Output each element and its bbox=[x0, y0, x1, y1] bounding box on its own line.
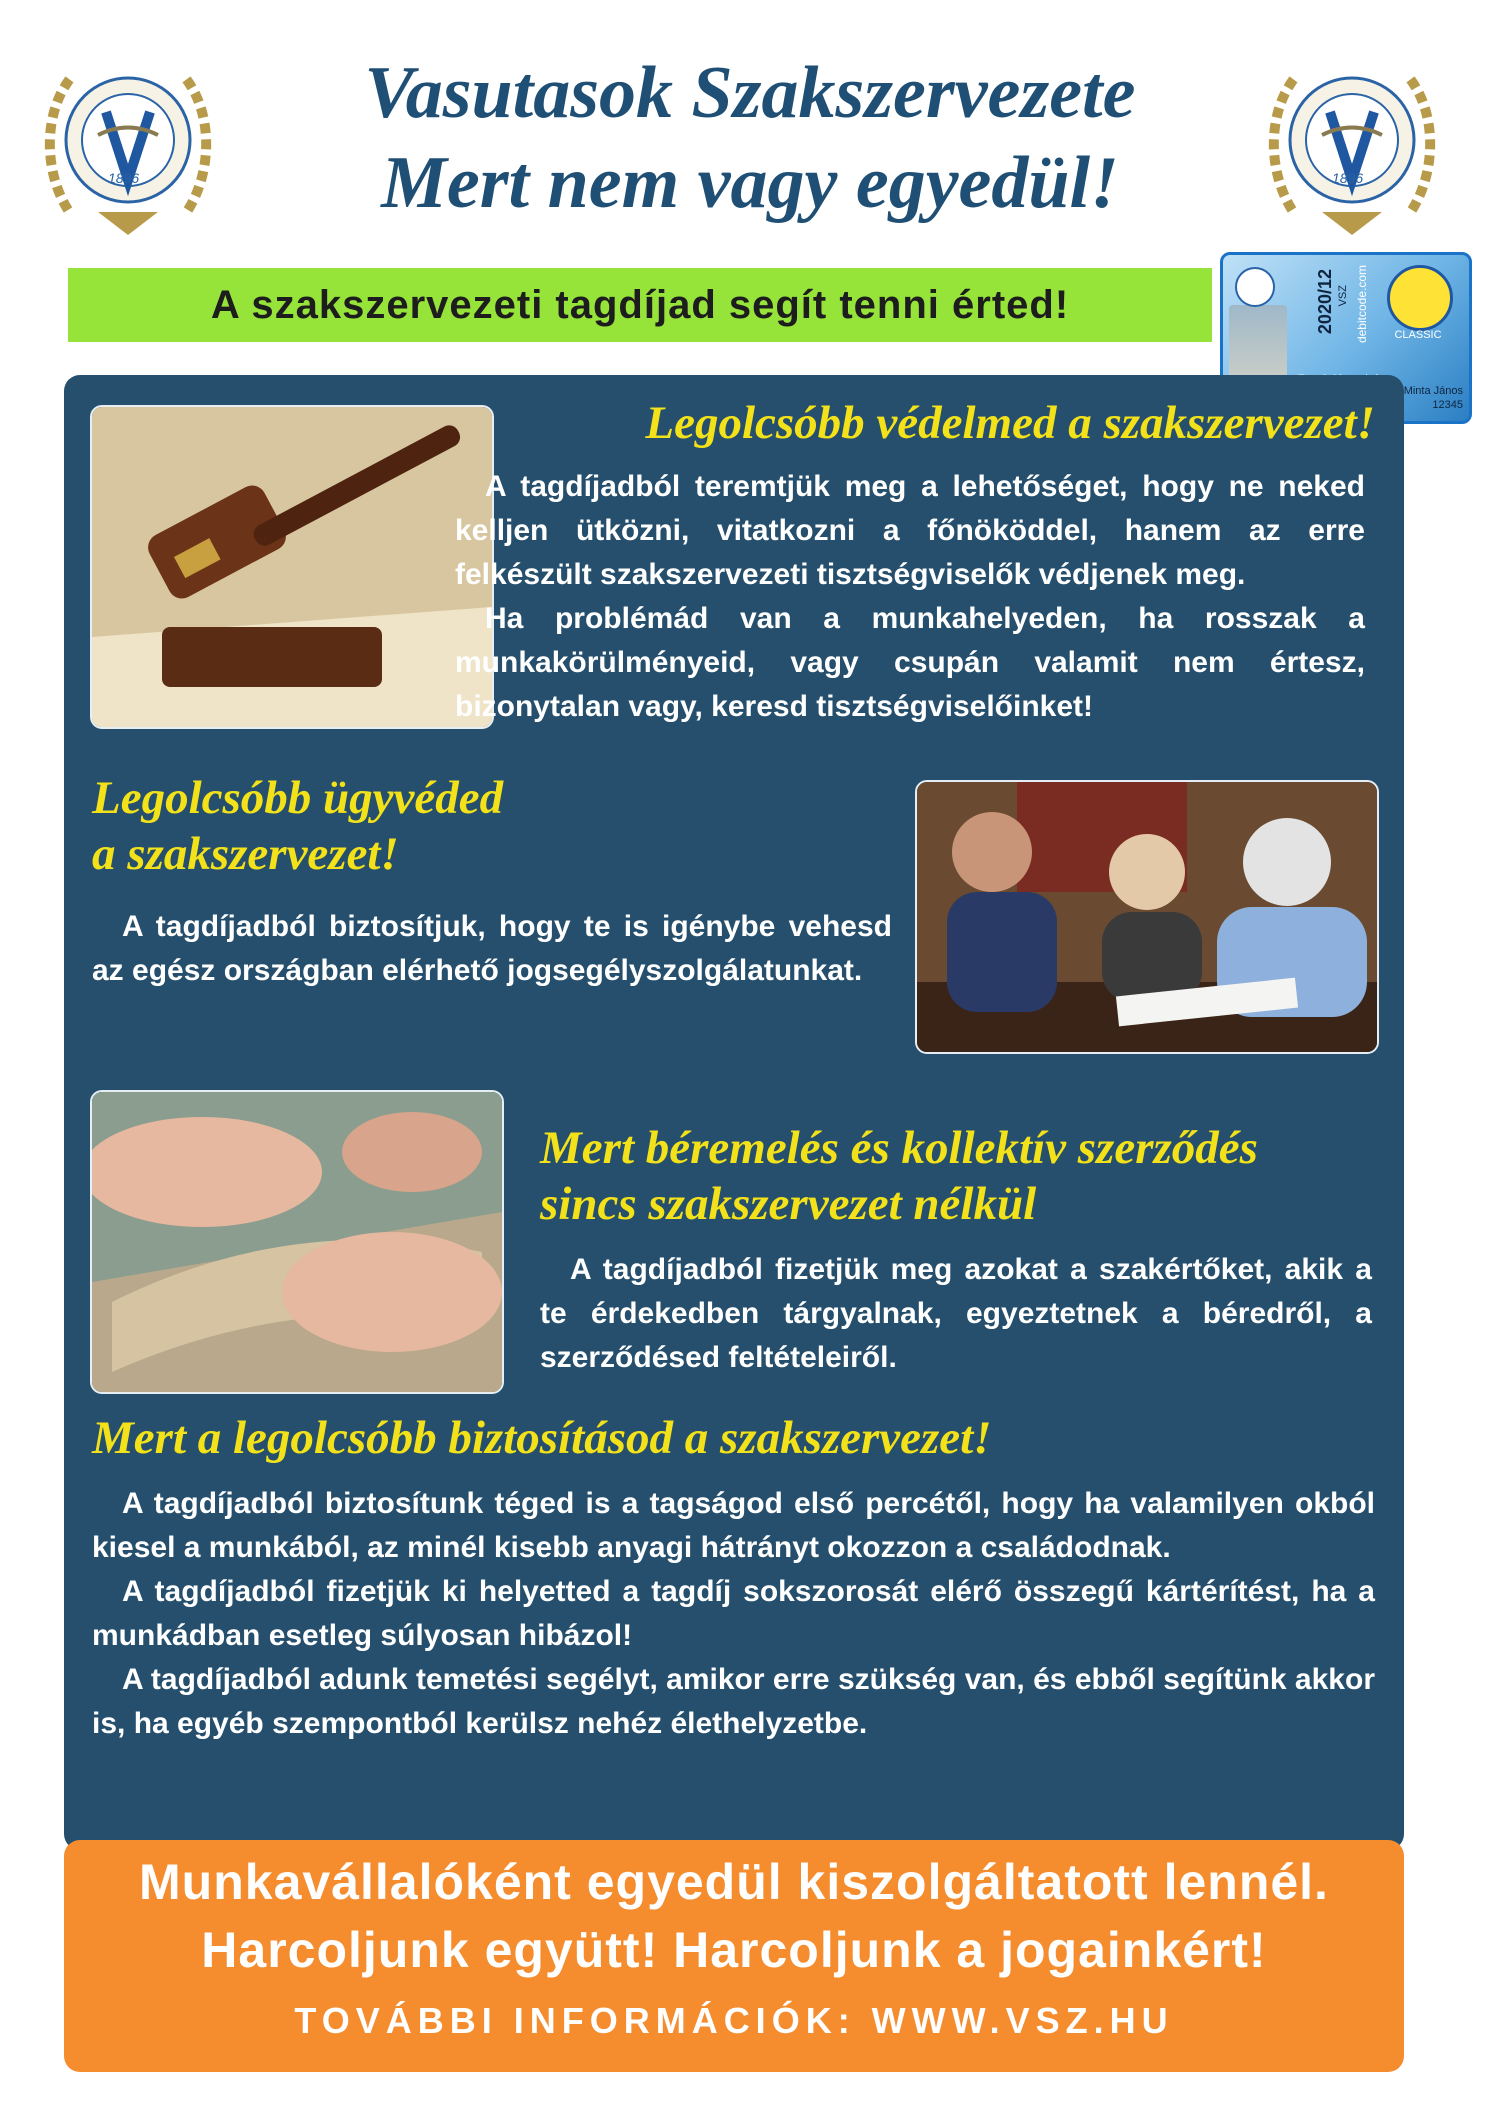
card-logo-icon bbox=[1235, 267, 1275, 307]
card-date: 2020/12 bbox=[1315, 269, 1335, 335]
section4-text bbox=[92, 1482, 1375, 1746]
logo-left-year: 1896 bbox=[108, 170, 140, 186]
card-badge-label: CLASSIC bbox=[1394, 329, 1442, 341]
section1-paragraph: Ha problémád van a munkahelyeden, ha rosszak a munkakörülményeid, vagy csupán valamit nem értesz, bizonytalan vagy, keresd tisztségviselőinket! bbox=[455, 602, 1365, 723]
section3-heading-line2: sincs szakszervezet nélkül bbox=[540, 1178, 1037, 1230]
card-brand: debitcode.com bbox=[1355, 265, 1369, 344]
card-badge-icon bbox=[1387, 265, 1453, 331]
section4-heading: Mert a legolcsóbb biztosításod a szakszervezet! bbox=[92, 1412, 992, 1464]
page-title-line1: Vasutasok Szakszervezete bbox=[364, 52, 1136, 134]
section1-heading: Legolcsóbb védelmed a szakszervezet! bbox=[645, 397, 1375, 449]
footer-line1: Munkavállalóként egyedül kiszolgáltatott lennél. bbox=[139, 1854, 1329, 1910]
section4-paragraph: A tagdíjadból fizetjük ki helyetted a tagdíj sokszorosát elérő összegű kártérítést, ha a munkádban esetleg súlyosan hibázol! bbox=[92, 1575, 1375, 1652]
section3-paragraph: A tagdíjadból fizetjük meg azokat a szakértőket, akik a te érdekedben tárgyalnak, egyeztetnek a béredről, a szerződésed feltételeiről. bbox=[540, 1253, 1372, 1374]
footer-website-link[interactable]: TOVÁBBI INFORMÁCIÓK: WWW.VSZ.HU bbox=[294, 2000, 1174, 2041]
section4-paragraph: A tagdíjadból biztosítunk téged is a tagságod első percétől, hogy ha valamilyen okból kiesel a munkából, az minél kisebb anyagi hátrányt okozzon a családodnak. bbox=[92, 1487, 1375, 1564]
section2-heading-line2: a szakszervezet! bbox=[92, 828, 399, 880]
section2-text bbox=[92, 905, 892, 993]
section3-heading-line1: Mert béremelés és kollektív szerződés bbox=[540, 1122, 1258, 1174]
card-number: 12345 bbox=[1432, 399, 1463, 411]
footer-line2: Harcoljunk együtt! Harcoljunk a jogainkért! bbox=[201, 1922, 1267, 1978]
logo-right-year: 1896 bbox=[1332, 170, 1364, 186]
gavel-photo bbox=[90, 405, 494, 729]
card-holder: Minta János bbox=[1403, 385, 1463, 397]
section2-heading-line1: Legolcsóbb ügyvéded bbox=[92, 772, 504, 824]
page-title-line2: Mert nem vagy egyedül! bbox=[381, 142, 1119, 224]
card-org: VSZ bbox=[1337, 285, 1349, 307]
section4-paragraph: A tagdíjadból adunk temetési segélyt, amikor erre szükség van, és ebből segítünk akkor is, ha egyéb szempontból kerülsz nehéz élethelyzetbe. bbox=[92, 1663, 1375, 1740]
section1-paragraph: A tagdíjadból teremtjük meg a lehetőséget, hogy ne neked kelljen ütközni, vitatkozni a főnököddel, hanem az erre felkészült szakszervezeti tisztségviselők védjenek meg. bbox=[455, 470, 1365, 591]
section2-paragraph: A tagdíjadból biztosítjuk, hogy te is igénybe vehesd az egész országban elérhető jogsegélyszolgálatunkat. bbox=[92, 910, 892, 987]
section3-text bbox=[540, 1248, 1372, 1380]
union-logo-left bbox=[38, 40, 218, 240]
lawyer-consultation-photo bbox=[915, 780, 1379, 1054]
tagline: A szakszervezeti tagdíjad segít tenni érted! bbox=[210, 282, 1070, 327]
section1-text bbox=[455, 465, 1365, 729]
money-counting-photo bbox=[90, 1090, 504, 1394]
union-logo-right bbox=[1262, 40, 1442, 240]
